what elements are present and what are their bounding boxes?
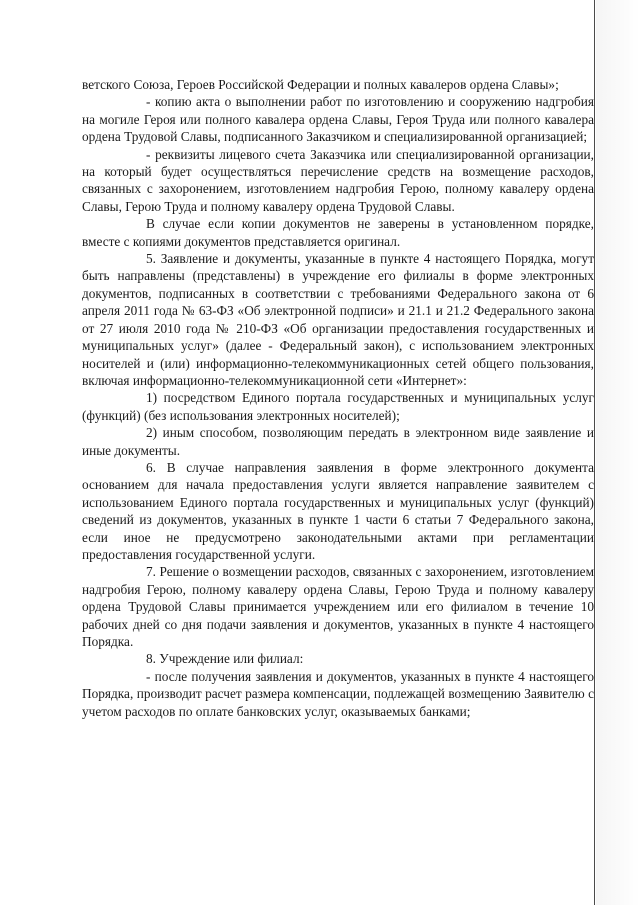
paragraph-item-6: 6. В случае направления заявления в форме электронного документа основанием для начала предоставления услуги является направление заявителем с использованием Единого портала государственных и муниципальных услуг (функций) сведений из документов, указанных в пункте 1 части 6 статьи 7 Федерального закона, если иное не предусмотрено законодательными актами при регламентации предоставления государственной услуги. [82, 459, 594, 562]
paragraph-continuation: ветского Союза, Героев Российской Федерации и полных кавалеров ордена Славы»; [82, 77, 559, 92]
paragraph-account-details: - реквизиты лицевого счета Заказчика или специализированной организации, на который будет осуществляться перечисление средств на возмещение расходов, связанных с захоронением, изготовлением надгробия Герою, полному кавалеру ордена Славы, Герою Труда и полному кавалеру ордена Трудовой Славы. [82, 146, 594, 214]
paragraph-item-5: 5. Заявление и документы, указанные в пункте 4 настоящего Порядка, могут быть направлены (представлены) в учреждение его филиалы в форме электронных документов, подписанных в соответствии с требованиями Федерального закона от 6 апреля 2011 года № 63-ФЗ «Об электронной подписи» и 21.1 и 21.2 Федерального закона от 27 июля 2010 года № 210-ФЗ «Об организации предоставления государственных и муниципальных услуг» (далее - Федеральный закон), с использованием электронных носителей и (или) информационно-телекоммуникационных сетей общего пользования, включая информационно-телекоммуникационной сети «Интернет»: [82, 251, 594, 388]
paragraph-item-7: 7. Решение о возмещении расходов, связанных с захоронением, изготовлением надгробия Герою, полному кавалеру ордена Славы, Герою Труда и полному кавалеру ордена Трудовой Славы принимается учреждением или его филиалом в течение 10 рабочих дней со дня подачи заявления и документов, указанных в пункте 4 настоящего Порядка. [82, 564, 594, 649]
paragraph-original-documents: В случае если копии документов не заверены в установленном порядке, вместе с копиями документов представляется оригинал. [82, 216, 594, 249]
paragraph-item-5-1: 1) посредством Единого портала государственных и муниципальных услуг (функций) (без использования электронных носителей); [82, 390, 594, 423]
scan-edge-shadow [596, 0, 640, 905]
paragraph-item-8: 8. Учреждение или филиал: [146, 651, 304, 667]
document-body [82, 76, 594, 720]
paragraph-act-copy: - копию акта о выполнении работ по изготовлению и сооружению надгробия на могиле Героя или полного кавалера ордена Славы, Героя Труда или полного кавалера ордена Трудовой Славы, подписанного Заказчиком и специализированной организацией; [82, 94, 594, 145]
paragraph-item-5-2: 2) иным способом, позволяющим передать в электронном виде заявление и иные документы. [82, 425, 594, 458]
paragraph-item-8-calculation: - после получения заявления и документов, указанных в пункте 4 настоящего Порядка, производит расчет размера компенсации, подлежащей возмещению Заявителю с учетом расходов по оплате банковских услуг, оказываемых банками; [82, 668, 594, 719]
